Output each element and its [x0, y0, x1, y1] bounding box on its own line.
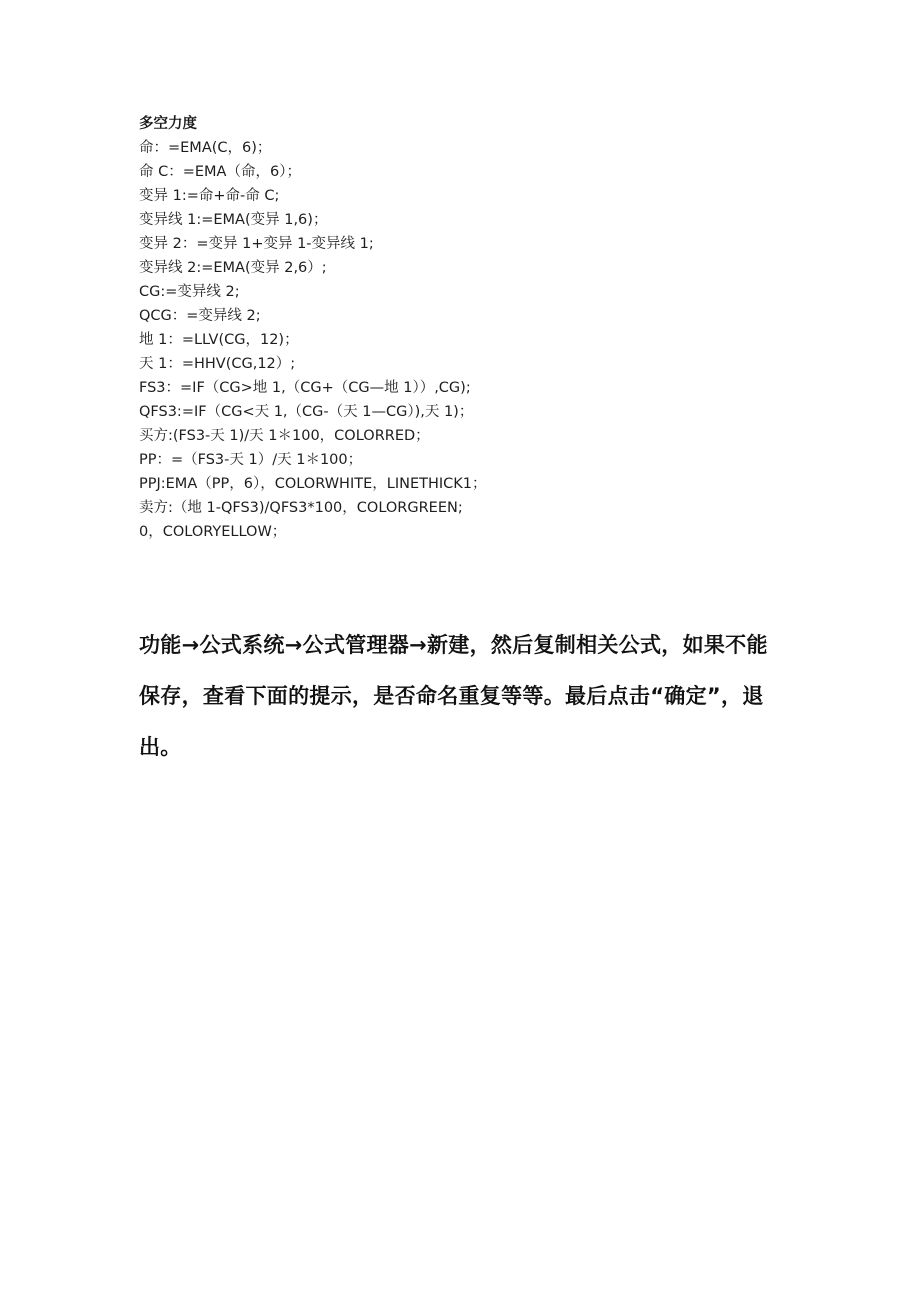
formula-line: 命 C：=EMA（命，6）；: [139, 164, 301, 180]
formula-line: 地 1：=LLV(CG，12)；: [139, 332, 299, 348]
formula-line: 天 1：=HHV(CG,12）;: [139, 356, 296, 372]
formula-block: [139, 112, 799, 544]
formula-line: 0，COLORYELLOW；: [139, 524, 287, 540]
formula-line: 买方:(FS3-天 1)/天 1＊100，COLORRED；: [139, 428, 430, 444]
formula-line: 变异线 1:=EMA(变异 1,6)；: [139, 212, 328, 228]
formula-line: 命：=EMA(C，6)；: [139, 140, 272, 156]
formula-line: 变异线 2:=EMA(变异 2,6）;: [139, 260, 327, 276]
formula-line: FS3：=IF（CG>地 1,（CG+（CG—地 1））,CG);: [139, 380, 471, 396]
instruction-paragraph: 功能→公式系统→公式管理器→新建，然后复制相关公式，如果不能保存，查看下面的提示，是否命名重复等等。最后点击“确定”，退出。: [139, 633, 768, 759]
formula-line: 变异 1:=命+命-命 C;: [139, 188, 280, 204]
formula-line: CG:=变异线 2;: [139, 284, 240, 300]
formula-line: QCG：=变异线 2;: [139, 308, 261, 324]
formula-line: QFS3:=IF（CG<天 1,（CG-（天 1—CG）),天 1)；: [139, 404, 474, 420]
formula-line: PPJ:EMA（PP，6），COLORWHITE，LINETHICK1；: [139, 476, 487, 492]
formula-line: PP：=（FS3-天 1）/天 1＊100；: [139, 452, 363, 468]
formula-line: 变异 2：=变异 1+变异 1-变异线 1;: [139, 236, 374, 252]
formula-line: 卖方:（地 1-QFS3)/QFS3*100，COLORGREEN;: [139, 500, 463, 516]
formula-title: 多空力度: [139, 116, 197, 132]
